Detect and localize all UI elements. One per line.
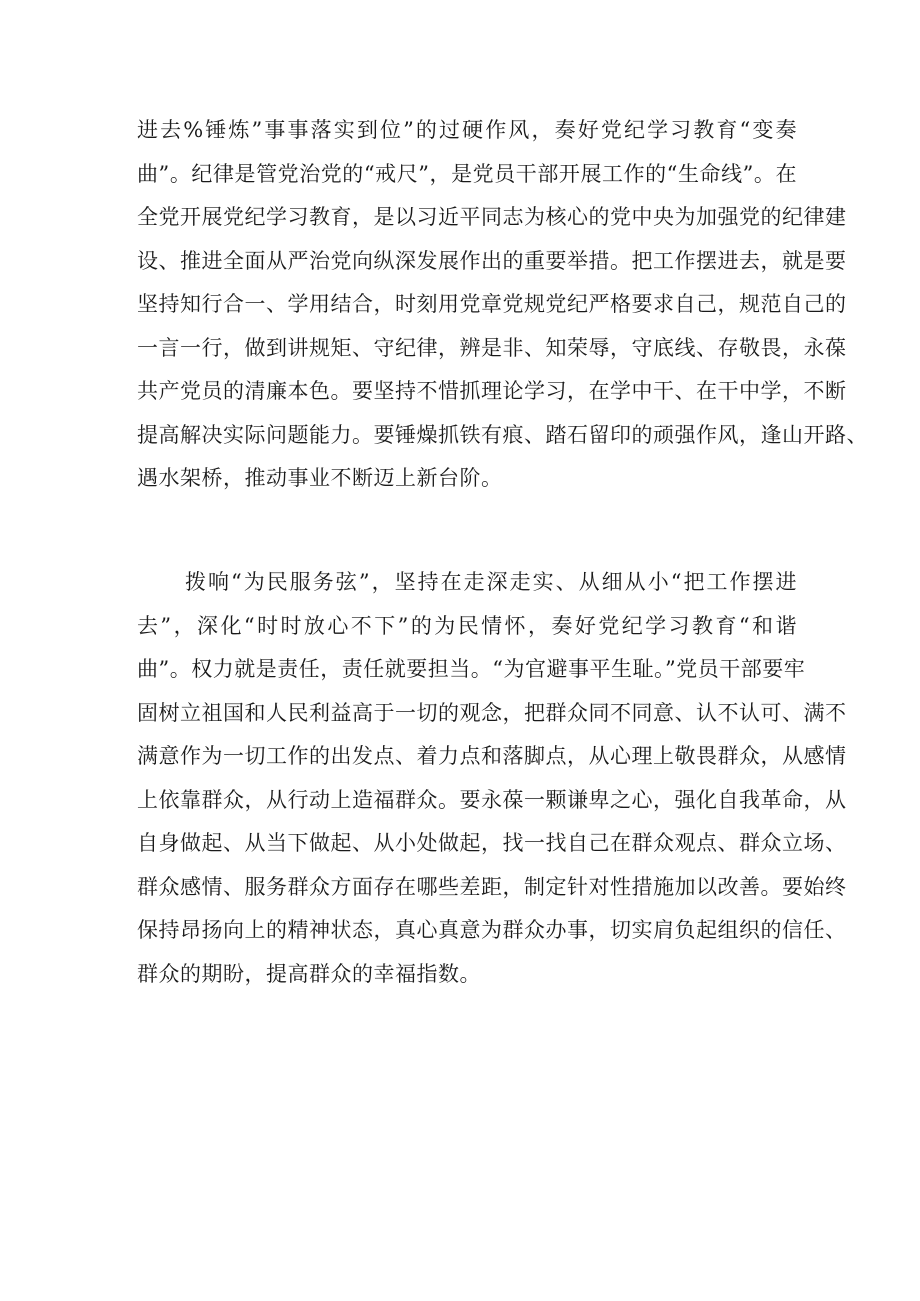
text-line: 坚持知行合一、学用结合，时刻用党章党规党纪严格要求自己，规范自己的 (137, 292, 847, 316)
text-line: 群众的期盼，提高群众的幸福指数。 (137, 961, 481, 986)
text-line: 保持昂扬向上的精神状态，真心真意为群众办事，切实肩负起组织的信任、 (137, 918, 847, 942)
text-line: 全党开展党纪学习教育，是以习近平同志为核心的党中央为加强党的纪律建 (137, 205, 847, 229)
text-line: 群众感情、服务群众方面存在哪些差距，制定针对性措施加以改善。要始终 (137, 874, 847, 899)
text-line: 一言一行，做到讲规矩、守纪律，辨是非、知荣辱，守底线、存敬畏，永葆 (137, 335, 847, 360)
text-line: 进去%锤炼”事事落实到位”的过硬作风，奏好党纪学习教育“变奏 (137, 118, 797, 142)
text-line: 拨响“为民服务弦”，坚持在走深走实、从细从小“把工作摆进 (185, 570, 797, 594)
paragraph-1 (137, 109, 868, 501)
text-line: 满意作为一切工作的出发点、着力点和落脚点，从心理上敬畏群众，从感情 (137, 744, 847, 768)
paragraph-2 (137, 561, 847, 996)
text-line: 设、推进全面从严治党向纵深发展作出的重要举措。把工作摆进去，就是要 (137, 248, 847, 273)
text-line: 去”，深化“时时放心不下”的为民情怀，奏好党纪学习教育“和谐 (137, 613, 797, 638)
text-line: 曲”。权力就是责任，责任就要担当。“为官避事平生耻。”党员干部要牢 (137, 657, 806, 681)
text-line: 遇水架桥，推动事业不断迈上新台阶。 (137, 466, 503, 490)
text-line: 上依靠群众，从行动上造福群众。要永葆一颗谦卑之心，强化自我革命，从 (137, 787, 847, 812)
text-line: 曲”。纪律是管党治党的“戒尺”，是党员干部开展工作的“生命线”。在 (137, 161, 797, 186)
text-line: 自身做起、从当下做起、从小处做起，找一找自己在群众观点、群众立场、 (137, 831, 847, 855)
text-line: 共产党员的清廉本色。要坚持不惜抓理论学习，在学中干、在干中学，不断 (137, 379, 847, 403)
text-line: 固树立祖国和人民利益高于一切的观念，把群众同不同意、认不认可、满不 (137, 700, 847, 725)
text-line: 提高解决实际问题能力。要锤燥抓铁有痕、踏石留印的顽强作风，逢山开路、 (137, 422, 868, 447)
